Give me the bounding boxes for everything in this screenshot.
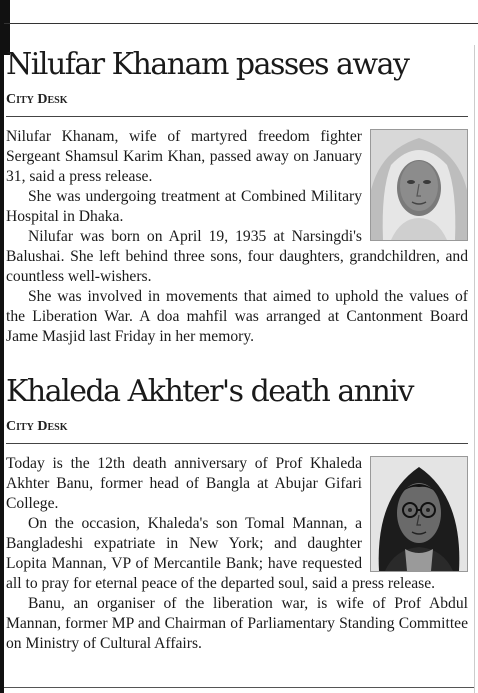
article-body [6, 454, 468, 654]
paragraph: On the occasion, Khaleda's son Tomal Mannan, a Bangladeshi expatriate in New York; and daughter Lopita Mannan, VP of Mercantile Bank; have requested all to pray for eternal peace of the departed soul, said a press release. [6, 515, 436, 592]
paragraph: Nilufar was born on April 19, 1935 at Narsingdi's Balushai. She left behind three sons, four daughters, grandchildren, and countless well-wishers. [6, 228, 468, 285]
headline-rule [6, 116, 468, 117]
article-body [6, 127, 468, 347]
paragraph: Banu, an organiser of the liberation war, is wife of Prof Abdul Mannan, former MP and Chairman of Parliamentary Standing Committee on Ministry of Cultural Affairs. [6, 595, 468, 652]
top-rule [4, 23, 478, 24]
paragraph: Nilufar Khanam, wife of martyred freedom fighter Sergeant Shamsul Karim Khan, passed away on January 31, said a press release. [6, 128, 362, 185]
paragraph: She was involved in movements that aimed to uphold the values of the Liberation War. A doa mahfil was arranged at Cantonment Board Jame Masjid last Friday in her memory. [6, 288, 468, 345]
headline-rule [6, 443, 468, 444]
byline: City Desk [6, 419, 68, 434]
paragraph: Today is the 12th death anniversary of Prof Khaleda Akhter Banu, former head of Bangla at Abujar Gifari College. [6, 455, 362, 512]
article-nilufar-khanam [6, 42, 468, 347]
portrait-photo-nilufar [370, 129, 468, 241]
article-khaleda-akhter [6, 369, 468, 654]
headline: Khaleda Akhter's death anniv [6, 374, 413, 409]
portrait-image [371, 457, 467, 571]
paragraph: She was undergoing treatment at Combined Military Hospital in Dhaka. [6, 188, 362, 225]
portrait-photo-khaleda [370, 456, 468, 572]
byline: City Desk [6, 92, 68, 107]
headline: Nilufar Khanam passes away [6, 47, 409, 82]
column-divider [474, 45, 475, 693]
bottom-rule [4, 687, 474, 688]
portrait-image [371, 130, 467, 240]
page-edge-bar [0, 0, 4, 693]
